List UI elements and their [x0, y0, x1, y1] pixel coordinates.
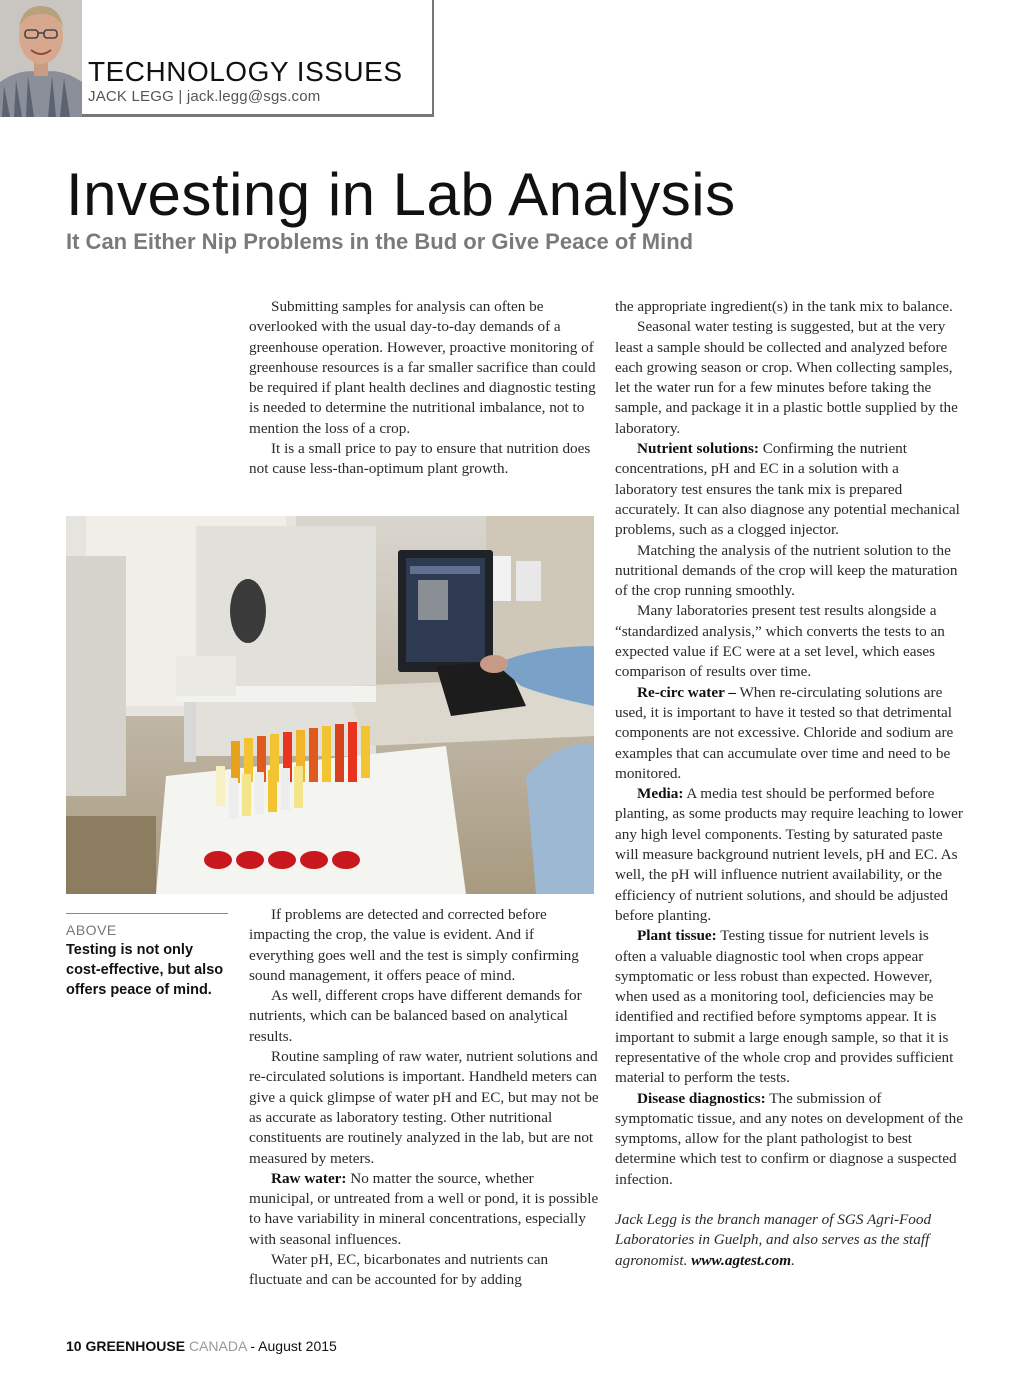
section-title: TECHNOLOGY ISSUES: [88, 56, 403, 87]
paragraph: Submitting samples for analysis can often be overlooked with the usual day-to-day demands of a greenhouse operation. However, proactive monitoring of greenhouse resources is a far smaller sacrifice than could be required if plant health declines and diagnostic testing is needed to determine the nutritional imbalance, not to mention the loss of a crop.: [249, 298, 596, 437]
paragraph: [615, 926, 963, 1088]
paragraph: Water pH, EC, bicarbonates and nutrients can fluctuate and can be accounted for by adding: [249, 1251, 549, 1289]
paragraph: [615, 784, 963, 926]
recirc-heading: Re-circ water –: [637, 683, 736, 701]
paragraph: Matching the analysis of the nutrient solution to the nutritional demands of the crop will keep the maturation of the crop running smoothly.: [615, 541, 958, 600]
caption-label: ABOVE: [66, 922, 117, 938]
intro-column: [249, 297, 599, 480]
bio-end: .: [791, 1251, 795, 1269]
raw-water-text: No matter the source, whether municipal, or untreated from a well or pond, it is possible to have variability in mineral concentrations, especially with seasonal influences.: [249, 1169, 599, 1248]
disease-text: The submission of symptomatic tissue, and any notes on development of the symptoms, allow for the plant pathologist to best determine which test to confirm or diagnose a suspected infection.: [615, 1089, 963, 1188]
article-subtitle: It Can Either Nip Problems in the Bud or Give Peace of Mind: [66, 229, 694, 254]
author-bio: [615, 1210, 963, 1271]
paragraph: [615, 439, 963, 540]
right-column: [615, 297, 963, 1271]
bio-text: Jack Legg is the branch manager of SGS Agri-Food Laboratories in Guelph, and also serves as the staff agronomist.: [615, 1211, 932, 1269]
caption-text: Testing is not only cost-effective, but also offers peace of mind.: [66, 942, 224, 998]
nutrient-heading: Nutrient solutions:: [637, 440, 759, 458]
caption-rule: [66, 913, 228, 914]
paragraph: Routine sampling of raw water, nutrient solutions and re-circulated solutions is important. Handheld meters can give a quick glimpse of water pH and EC, but may not be as accurate as laboratory testing. Other nutritional constituents are routinely analyzed in the lab, but are not measured by meters.: [249, 1048, 599, 1167]
photo-caption: [66, 913, 228, 1000]
paragraph: [249, 1169, 599, 1250]
paragraph: It is a small price to pay to ensure that nutrition does not cause less-than-optimum plant growth.: [249, 440, 591, 478]
page-number: 10: [66, 1338, 82, 1354]
issue-date: - August 2015: [250, 1338, 337, 1354]
page-footer: [66, 1338, 337, 1354]
paragraph: the appropriate ingredient(s) in the tank mix to balance.: [615, 298, 953, 315]
middle-column: [249, 905, 599, 1291]
paragraph: [615, 1089, 963, 1190]
media-text: A media test should be performed before planting, as some products may require leaching to lower any high level components. Testing by saturated paste will measure background nutrient levels, pH and EC. As well, the pH will influence nutrient availability, or the efficiency of nutrient solutions, and should be adjusted before planting.: [615, 785, 963, 924]
article-title: Investing in Lab Analysis: [66, 161, 736, 228]
plant-tissue-heading: Plant tissue:: [637, 927, 717, 945]
raw-water-heading: Raw water:: [271, 1169, 347, 1187]
nutrient-text: Confirming the nutrient concentrations, pH and EC in a solution with a laboratory test ensures the tank mix is prepared accurately. It can also diagnose any potential mechanical problems, such as a clogged injector.: [615, 440, 960, 539]
magazine-name: GREENHOUSE: [85, 1338, 186, 1354]
paragraph: Many laboratories present test results alongside a “standardized analysis,” which converts the tests to an expected value if EC were at a set level, which eases comparison of results over time.: [615, 602, 945, 681]
author-photo: [0, 0, 82, 117]
recirc-text: When re-circulating solutions are used, it is important to have it tested so that detrimental components are not excessive. Chloride and sodium are examples that can accumulate over time and need to be monitored.: [615, 683, 954, 782]
column-header: [0, 0, 432, 117]
author-byline: JACK LEGG | jack.legg@sgs.com: [88, 88, 321, 105]
paragraph: Seasonal water testing is suggested, but at the very least a sample should be collected and analyzed before each growing season or crop. When collecting samples, let the water run for a few minutes before taking the sample, and package it in a plastic bottle supplied by the laboratory.: [615, 318, 958, 437]
lab-photo: [66, 516, 594, 894]
magazine-country: CANADA: [188, 1338, 247, 1354]
media-heading: Media:: [637, 785, 684, 803]
paragraph: [615, 683, 963, 784]
disease-heading: Disease diagnostics:: [637, 1089, 766, 1107]
plant-tissue-text: Testing tissue for nutrient levels is often a valuable diagnostic tool when crops appear symptomatic or less robust than expected. However, when used as a monitoring tool, deficiencies may be identified and rectified before symptoms appear. It is important to submit a large enough sample, so that it is representative of the whole crop and provides sufficient material to perform the tests.: [615, 927, 954, 1087]
paragraph: If problems are detected and corrected before impacting the crop, the value is evident. And if everything goes well and the test is simply confirming sound management, it offers peace of mind.: [249, 906, 579, 984]
paragraph: As well, different crops have different demands for nutrients, which can be balanced based on analytical results.: [249, 987, 582, 1045]
website-link[interactable]: www.agtest.com: [691, 1251, 792, 1269]
